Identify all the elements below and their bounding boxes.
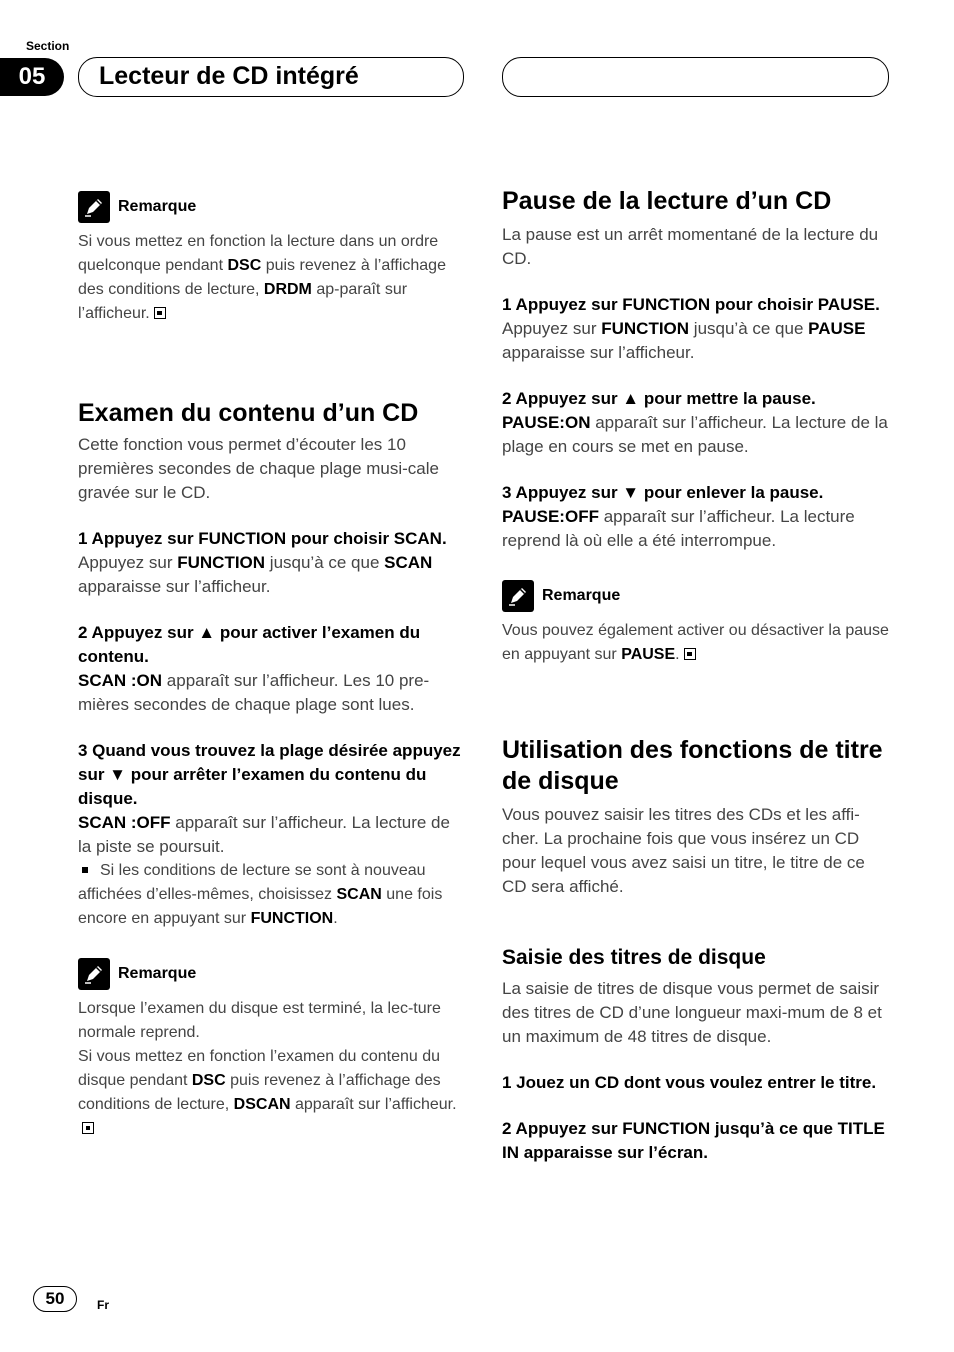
disc-title-intro: Vous pouvez saisir les titres des CDs et les affi-cher. La prochaine fois que vous insérez un CD pour lequel vous avez saisi un titre, le titre de ce CD sera affiché. bbox=[502, 805, 865, 896]
subheading-disc-title-entry: Saisie des titres de disque bbox=[502, 946, 766, 969]
pause-intro: La pause est un arrêt momentané de la lecture du CD. bbox=[502, 225, 879, 268]
note-header bbox=[502, 579, 890, 613]
note-label: Remarque bbox=[118, 965, 197, 982]
scan-step-3-bullet: Si les conditions de lecture se sont à nouveau affichées d’elles-mêmes, choisissez SCAN une fois encore en appuyant sur FUNCTION. bbox=[78, 862, 443, 927]
pencil-note-icon bbox=[502, 580, 534, 612]
scan-step-3-title: 3 Quand vous trouvez la plage désirée appuyez sur ▼ pour arrêter l’examen du contenu du disque. bbox=[78, 741, 461, 808]
language-code: Fr bbox=[97, 1298, 109, 1312]
section-label: Section bbox=[26, 39, 70, 53]
note-text: Si vous mettez en fonction la lecture dans un ordre quelconque pendant DSC puis revenez à l’affichage des conditions de lecture, DRDM ap-paraît sur l’afficheur. bbox=[78, 233, 446, 322]
right-column bbox=[502, 186, 890, 1165]
scan-step-2-title: 2 Appuyez sur ▲ pour activer l’examen du contenu. bbox=[78, 623, 421, 666]
note-header bbox=[78, 957, 466, 991]
pause-step-1-title: 1 Appuyez sur FUNCTION pour choisir PAUSE. bbox=[502, 295, 880, 314]
note-text: Si vous mettez en fonction l’examen du contenu du disque pendant DSC puis revenez à l’affichage des conditions de lecture, DSCAN apparaît sur l’afficheur. bbox=[78, 1045, 466, 1141]
pause-step-1-text: Appuyez sur FUNCTION jusqu’à ce que PAUSE apparaisse sur l’afficheur. bbox=[502, 319, 866, 362]
pause-step-3-text: PAUSE:OFF apparaît sur l’afficheur. La lecture reprend là où elle a été interrompue. bbox=[502, 507, 855, 550]
pause-step-2-text: PAUSE:ON apparaît sur l’afficheur. La lecture de la plage en cours se met en pause. bbox=[502, 413, 888, 456]
section-heading-scan: Examen du contenu d’un CD bbox=[78, 399, 419, 427]
page-number: 50 bbox=[33, 1286, 77, 1312]
pencil-note-icon bbox=[78, 958, 110, 990]
scan-step-3-text: SCAN :OFF apparaît sur l’afficheur. La lecture de la piste se poursuit. bbox=[78, 813, 450, 856]
disc-title-entry-intro: La saisie de titres de disque vous permet de saisir des titres de CD d’une longueur maxi-mum de 8 et un maximum de 48 titres de disque. bbox=[502, 979, 882, 1046]
note-text: Lorsque l’examen du disque est terminé, la lec-ture normale reprend. bbox=[78, 1000, 441, 1041]
section-number-tab: 05 bbox=[0, 58, 64, 96]
note-label: Remarque bbox=[542, 587, 621, 604]
end-mark-icon bbox=[684, 648, 696, 660]
note-label: Remarque bbox=[118, 198, 197, 215]
chapter-title-box bbox=[78, 57, 464, 97]
pencil-note-icon bbox=[78, 191, 110, 223]
bullet-square-icon bbox=[82, 867, 88, 873]
chapter-title: Lecteur de CD intégré bbox=[99, 62, 359, 90]
scan-step-1-text: Appuyez sur FUNCTION jusqu’à ce que SCAN apparaisse sur l’afficheur. bbox=[78, 553, 433, 596]
empty-header-box bbox=[502, 57, 889, 97]
end-mark-icon bbox=[154, 307, 166, 319]
section-heading-disc-title: Utilisation des fonctions de titre de disque bbox=[502, 736, 883, 795]
pause-step-3-title: 3 Appuyez sur ▼ pour enlever la pause. bbox=[502, 483, 824, 502]
pause-step-2-title: 2 Appuyez sur ▲ pour mettre la pause. bbox=[502, 389, 816, 408]
end-mark-icon bbox=[82, 1122, 94, 1134]
disc-title-step-1: 1 Jouez un CD dont vous voulez entrer le titre. bbox=[502, 1073, 877, 1092]
left-column bbox=[78, 190, 466, 1141]
scan-step-1-title: 1 Appuyez sur FUNCTION pour choisir SCAN. bbox=[78, 529, 447, 548]
note-header bbox=[78, 190, 466, 224]
scan-step-2-text: SCAN :ON apparaît sur l’afficheur. Les 10 pre-mières secondes de chaque plage sont lues. bbox=[78, 671, 430, 714]
scan-intro: Cette fonction vous permet d’écouter les 10 premières secondes de chaque plage musi-cale gravée sur le CD. bbox=[78, 435, 439, 502]
note-text: Vous pouvez également activer ou désactiver la pause en appuyant sur PAUSE. bbox=[502, 622, 889, 663]
section-heading-pause: Pause de la lecture d’un CD bbox=[502, 187, 832, 215]
disc-title-step-2: 2 Appuyez sur FUNCTION jusqu’à ce que TITLE IN apparaisse sur l’écran. bbox=[502, 1119, 885, 1162]
